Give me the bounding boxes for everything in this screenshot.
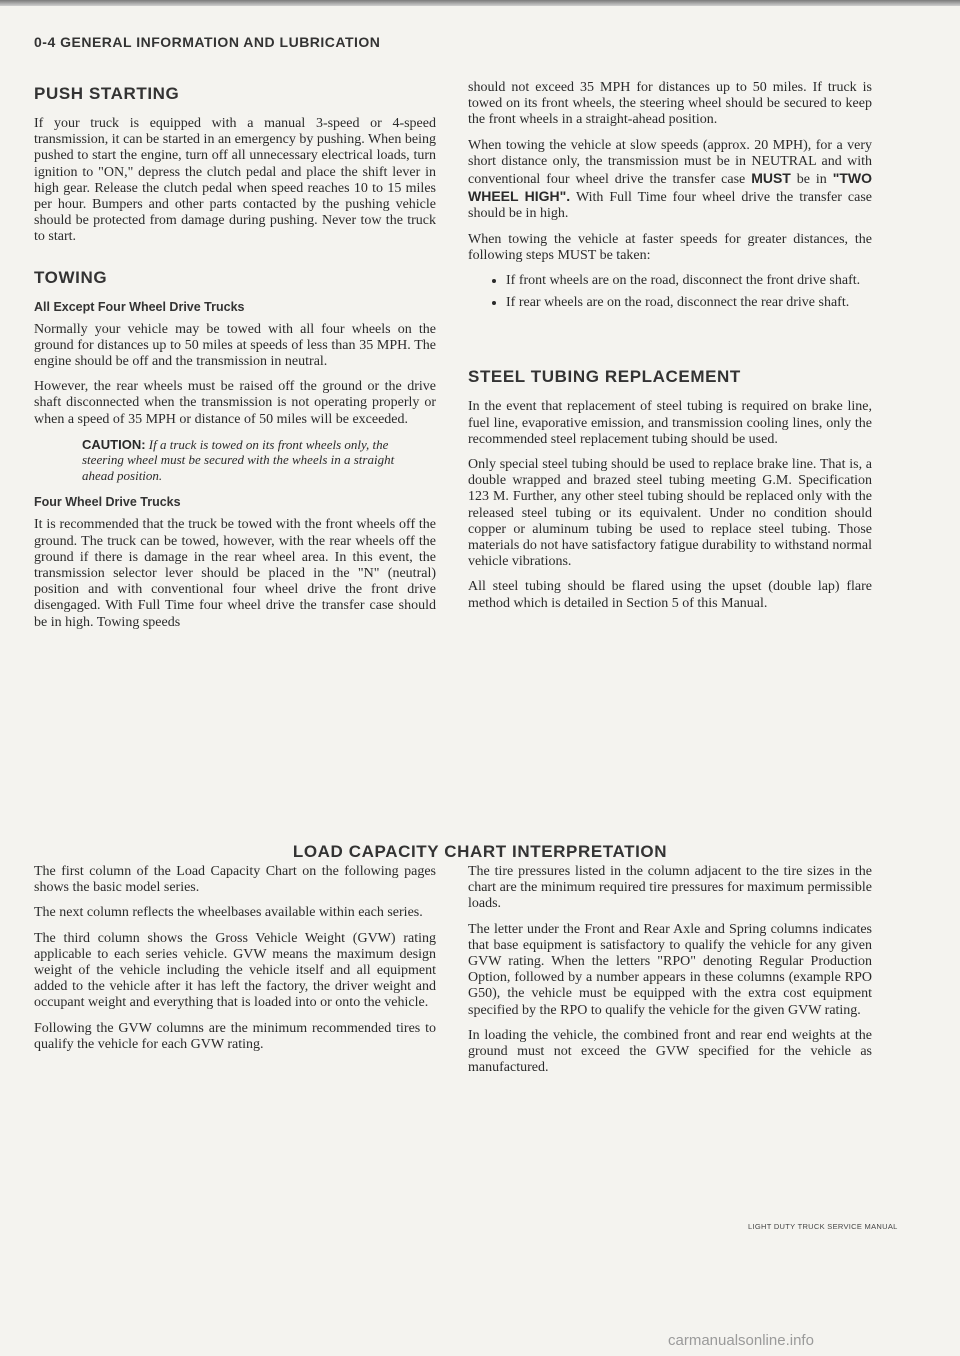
steel-tubing-paragraph-1: In the event that replacement of steel tubing is required on brake line, fuel line, evaporative emission, and transmission cooling lines, only the recommended steel replacement tubing should be used. (468, 399, 872, 447)
towing-p5-text-a: When towing the vehicle at slow speeds (approx. 20 MPH), for a very short distance only, the transmission must be in NEUTRAL and with conventional four wheel drive the transfer case (468, 137, 872, 188)
load-left-paragraph: Following the GVW columns are the minimum recommended tires to qualify the vehicle for each GVW rating. (34, 1020, 436, 1052)
load-capacity-left-column (34, 864, 436, 1062)
load-capacity-right-column (468, 864, 872, 1085)
push-starting-heading: PUSH STARTING (34, 84, 180, 103)
watermark: carmanualsonline.info (668, 1332, 814, 1349)
towing-paragraph-6: When towing the vehicle at faster speeds for greater distances, the following steps MUST be taken: (468, 231, 872, 263)
page-header: 0-4 GENERAL INFORMATION AND LUBRICATION (34, 34, 381, 50)
load-left-paragraph: The third column shows the Gross Vehicle Weight (GVW) rating applicable to each series vehicle. GVW means the maximum design weight of the vehicle including the vehicle itself and all equipment added to the vehicle after it has left the factory, the driver weight and occupant weight and everything that is loaded into or onto the vehicle. (34, 930, 436, 1011)
caution-text: If a truck is towed on its front wheels only, the steering wheel must be secured with the wheels in a straight ahead position. (82, 436, 395, 483)
load-right-paragraph: The tire pressures listed in the column adjacent to the tire sizes in the chart are the minimum required tire pressures for maximum permissible loads. (468, 864, 872, 912)
steel-tubing-heading: STEEL TUBING REPLACEMENT (468, 367, 741, 387)
top-rule (0, 0, 960, 6)
towing-paragraph-2: However, the rear wheels must be raised off the ground or the drive shaft disconnected when the transmission is not operating properly or when a speed of 35 MPH or distance of 50 miles will be exceeded. (34, 379, 436, 427)
load-left-paragraph: The first column of the Load Capacity Chart on the following pages shows the basic model series. (34, 864, 436, 896)
towing-p5-text-b: be in (796, 172, 827, 188)
list-item: • If front wheels are on the road, disconnect the front drive shaft. (506, 273, 872, 289)
push-starting-paragraph: If your truck is equipped with a manual 3-speed or 4-speed transmission, it can be started in an emergency by pushing. When being pushed to start the engine, turn off all unnecessary electrical loads, turn ignition to "ON," depress the clutch pedal and place the shift lever in high gear. Release the clutch pedal when speed reaches 10 to 15 miles per hour. Bumpers and other parts contacted by the pushing vehicle should be protected from damage during pushing. Never tow the truck to start. (34, 116, 436, 245)
caution-note (82, 437, 418, 484)
towing-paragraph-3: It is recommended that the truck be towed with the front wheels off the ground. The truck can be towed, however, with the rear wheels off the ground if there is damage in the rear wheel area. In this event, the transmission selector lever should be placed in the "N" (neutral) position and with conventional four wheel drive the front drive disengaged. With Full Time four wheel drive the transfer case should be in high. Towing speeds (34, 517, 436, 630)
load-right-paragraph: In loading the vehicle, the combined front and rear end weights at the ground must not exceed the GVW specified for the vehicle as manufactured. (468, 1027, 872, 1076)
steel-tubing-paragraph-2: Only special steel tubing should be used to replace brake line. That is, a double wrapped and brazed steel tubing meeting G.M. Specification 123 M. Further, any other steel tubing should be replaced only with the released steel tubing or its equivalent. Under no condition should copper or aluminum tubing be used to replace steel tubing. Those materials do not have satisfactory fatigue durability to withstand normal vehicle vibrations. (468, 457, 872, 570)
load-right-paragraph: The letter under the Front and Rear Axle and Spring columns indicates that base equipment is satisfactory to qualify the vehicle for any given GVW rating. When the letters "RPO" denoting Regular Production Option, followed by a number appears in these columns (example RPO G50), the vehicle must be equipped with the extra cost equipment specified by the RPO to qualify the vehicle for the given GVW rating. (468, 921, 872, 1018)
towing-paragraph-4: should not exceed 35 MPH for distances up to 50 miles. If truck is towed on its front wheels, the steering wheel should be secured to keep the front wheels in a straight-ahead position. (468, 80, 872, 128)
towing-subheading-four-wheel: Four Wheel Drive Trucks (34, 495, 181, 510)
towing-heading: TOWING (34, 267, 108, 287)
towing-p5-two-wheel-high: "TWO WHEEL HIGH". (468, 170, 873, 205)
caution-label: CAUTION: (82, 436, 146, 452)
right-column (468, 80, 872, 621)
towing-steps-list (468, 273, 872, 311)
page-footer: LIGHT DUTY TRUCK SERVICE MANUAL (748, 1222, 898, 1231)
towing-p5-text-c: With Full Time four wheel drive the transfer case should be in high. (468, 190, 873, 222)
list-item: • If rear wheels are on the road, disconnect the rear drive shaft. (506, 295, 872, 311)
steel-tubing-paragraph-3: All steel tubing should be flared using the upset (double lap) flare method which is detailed in Section 5 of this Manual. (468, 579, 872, 611)
towing-paragraph-5 (468, 138, 872, 223)
left-column (34, 84, 436, 640)
load-capacity-heading: LOAD CAPACITY CHART INTERPRETATION (292, 842, 668, 861)
load-left-paragraph: The next column reflects the wheelbases available within each series. (34, 905, 423, 921)
towing-subheading-all-except: All Except Four Wheel Drive Trucks (34, 299, 245, 314)
towing-paragraph-1: Normally your vehicle may be towed with all four wheels on the ground for distances up to 50 miles at speeds of less than 35 MPH. The engine should be off and the transmission in neutral. (34, 321, 436, 370)
towing-p5-must: MUST (751, 170, 791, 187)
